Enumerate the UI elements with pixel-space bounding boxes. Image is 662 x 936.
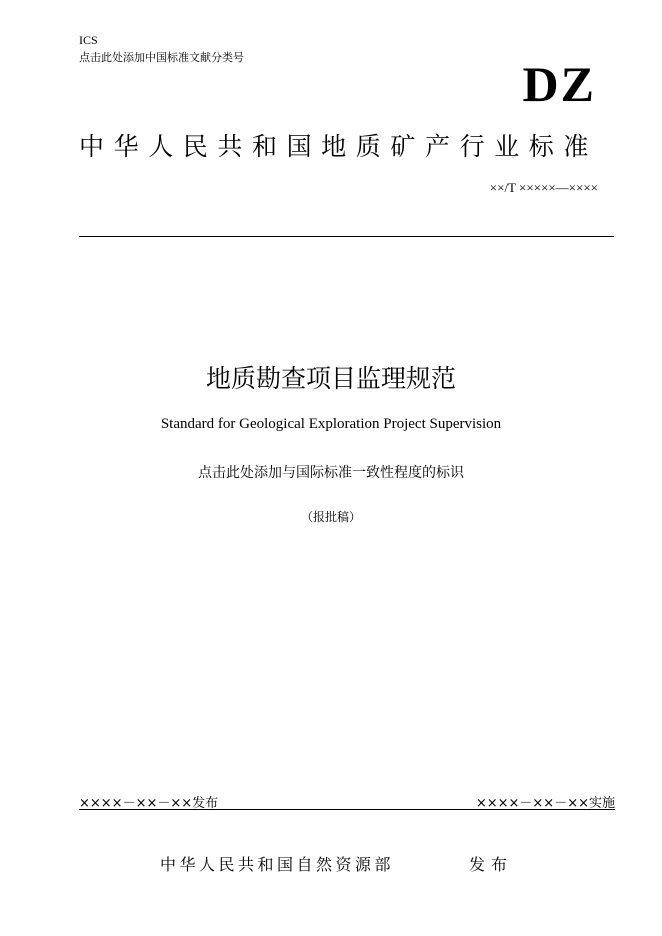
draft-status: （报批稿） — [300, 510, 361, 524]
consistency-placeholder[interactable]: 点击此处添加与国际标准一致性程度的标识 — [198, 465, 464, 481]
footer-divider — [79, 809, 615, 810]
publish-date: ××××－××－××发布 — [79, 796, 219, 811]
header-divider — [79, 236, 614, 237]
document-title-cn: 地质勘查项目监理规范 — [205, 364, 456, 393]
standard-category-title: 中华人民共和国地质矿产行业标准 — [79, 132, 599, 161]
ics-label: ICS — [79, 33, 98, 47]
classification-placeholder[interactable]: 点击此处添加中国标准文献分类号 — [79, 51, 244, 64]
issue-label: 发布 — [469, 855, 514, 874]
issuing-authority: 中华人民共和国自然资源部 — [160, 855, 395, 874]
standard-number: ××/T ×××××—×××× — [489, 180, 598, 195]
implement-date: ××××－××－××实施 — [475, 796, 615, 811]
standard-code: DZ — [522, 56, 596, 112]
document-title-en: Standard for Geological Exploration Project Supervision — [160, 416, 502, 432]
